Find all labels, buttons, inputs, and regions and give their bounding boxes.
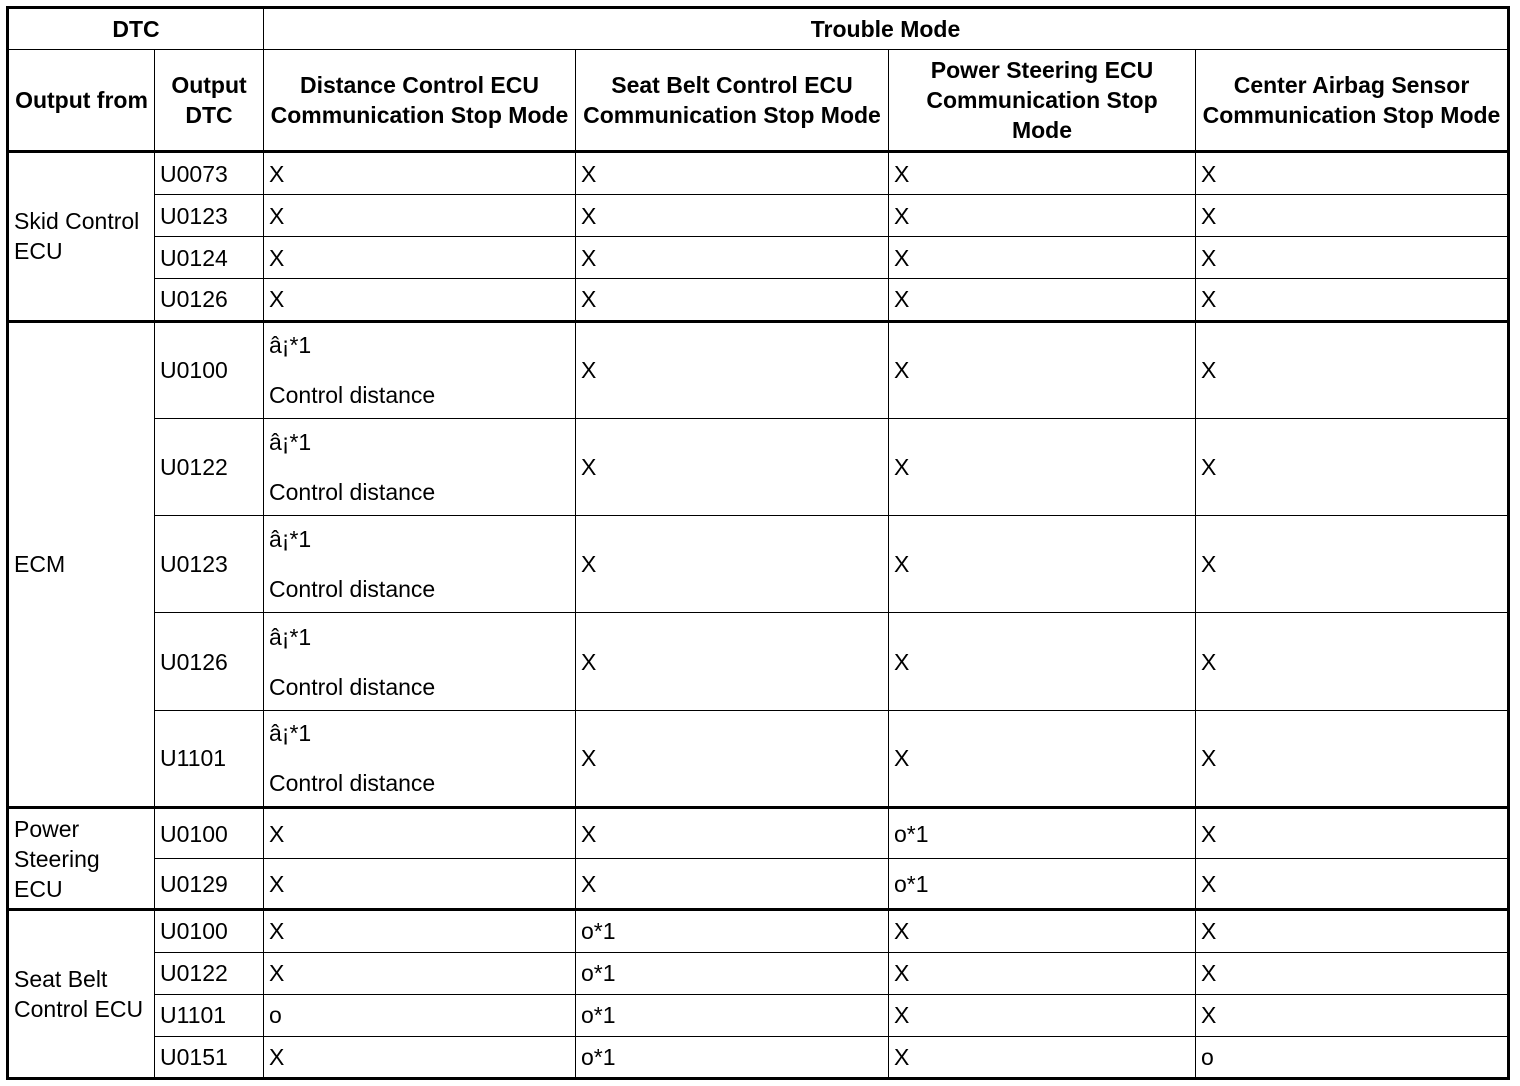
source-power-steering-ecu: Power Steering ECU: [8, 808, 155, 910]
mode-cell-with-note: [264, 321, 576, 418]
mode-mark: â¡*1: [269, 623, 312, 650]
mode-cell: X: [264, 808, 576, 859]
mode-note: Control distance: [269, 478, 436, 505]
mode-cell: X: [1196, 516, 1509, 613]
mode-cell: X: [576, 613, 889, 710]
mode-cell: o*1: [576, 952, 889, 994]
dtc-trouble-mode-table: [6, 6, 1510, 1080]
mode-cell-with-note: [264, 613, 576, 710]
dtc-code: U0124: [155, 237, 264, 279]
mode-cell: o*1: [576, 1036, 889, 1078]
dtc-code: U1101: [155, 710, 264, 807]
mode-cell: X: [889, 152, 1196, 195]
dtc-code: U0126: [155, 613, 264, 710]
output-from-header: Output from: [8, 50, 155, 152]
dtc-code: U0100: [155, 910, 264, 952]
dtc-code: U0151: [155, 1036, 264, 1078]
mode-cell: X: [1196, 859, 1509, 910]
mode-cell: X: [1196, 152, 1509, 195]
mode-cell: X: [264, 1036, 576, 1078]
dtc-code: U0100: [155, 808, 264, 859]
mode-cell: X: [889, 952, 1196, 994]
mode-cell: o: [264, 994, 576, 1036]
mode-note: Control distance: [269, 382, 436, 409]
mode-cell: X: [1196, 279, 1509, 321]
mode-cell: X: [576, 321, 889, 418]
source-ecm: ECM: [8, 321, 155, 808]
mode-cell: X: [576, 195, 889, 237]
source-skid-control-ecu: Skid Control ECU: [8, 152, 155, 322]
mode-cell: X: [1196, 613, 1509, 710]
mode-cell: X: [264, 152, 576, 195]
mode-cell: o: [1196, 1036, 1509, 1078]
mode-cell: X: [889, 994, 1196, 1036]
mode-cell: X: [576, 808, 889, 859]
mode-cell: X: [889, 279, 1196, 321]
mode-cell: X: [264, 952, 576, 994]
mode-cell: o*1: [576, 994, 889, 1036]
mode-mark: â¡*1: [269, 720, 312, 747]
mode-cell: X: [889, 418, 1196, 515]
mode-cell: X: [889, 195, 1196, 237]
mode-cell: X: [576, 710, 889, 807]
mode-cell: X: [264, 195, 576, 237]
mode-mark: â¡*1: [269, 332, 312, 359]
mode-cell: o*1: [576, 910, 889, 952]
mode-cell: X: [1196, 195, 1509, 237]
mode-cell: X: [576, 279, 889, 321]
mode-header-center-airbag: Center Airbag Sensor Communication Stop Mode: [1196, 50, 1509, 152]
mode-cell: X: [1196, 808, 1509, 859]
mode-mark: â¡*1: [269, 428, 312, 455]
mode-cell-with-note: [264, 418, 576, 515]
mode-cell-with-note: [264, 710, 576, 807]
dtc-code: U0122: [155, 418, 264, 515]
mode-cell: X: [576, 516, 889, 613]
dtc-code: U0122: [155, 952, 264, 994]
mode-note: Control distance: [269, 673, 436, 700]
dtc-code: U0129: [155, 859, 264, 910]
mode-cell: X: [889, 516, 1196, 613]
mode-mark: â¡*1: [269, 526, 312, 553]
mode-cell: X: [889, 321, 1196, 418]
mode-cell: X: [1196, 910, 1509, 952]
mode-cell: X: [264, 859, 576, 910]
mode-cell: X: [264, 279, 576, 321]
mode-cell: X: [1196, 952, 1509, 994]
mode-cell: X: [889, 237, 1196, 279]
mode-cell: X: [1196, 321, 1509, 418]
mode-cell: o*1: [889, 808, 1196, 859]
mode-header-power-steering: Power Steering ECU Communication Stop Mode: [889, 50, 1196, 152]
mode-cell: X: [576, 152, 889, 195]
mode-cell-with-note: [264, 516, 576, 613]
source-seat-belt-control-ecu: Seat Belt Control ECU: [8, 910, 155, 1079]
mode-cell: X: [1196, 994, 1509, 1036]
mode-cell: X: [889, 910, 1196, 952]
mode-note: Control distance: [269, 576, 436, 603]
mode-cell: o*1: [889, 859, 1196, 910]
mode-cell: X: [576, 859, 889, 910]
output-dtc-header: Output DTC: [155, 50, 264, 152]
mode-cell: X: [1196, 237, 1509, 279]
mode-cell: X: [889, 710, 1196, 807]
mode-cell: X: [1196, 710, 1509, 807]
dtc-code: U0073: [155, 152, 264, 195]
dtc-code: U1101: [155, 994, 264, 1036]
mode-cell: X: [1196, 418, 1509, 515]
mode-header-distance-control: Distance Control ECU Communication Stop Mode: [264, 50, 576, 152]
mode-cell: X: [889, 1036, 1196, 1078]
mode-cell: X: [264, 910, 576, 952]
dtc-header: DTC: [8, 8, 264, 50]
mode-header-seat-belt-control: Seat Belt Control ECU Communication Stop Mode: [576, 50, 889, 152]
mode-cell: X: [576, 237, 889, 279]
dtc-code: U0123: [155, 516, 264, 613]
dtc-code: U0123: [155, 195, 264, 237]
mode-note: Control distance: [269, 770, 436, 797]
dtc-code: U0100: [155, 321, 264, 418]
mode-cell: X: [889, 613, 1196, 710]
mode-cell: X: [576, 418, 889, 515]
trouble-mode-header: Trouble Mode: [264, 8, 1509, 50]
dtc-code: U0126: [155, 279, 264, 321]
mode-cell: X: [264, 237, 576, 279]
